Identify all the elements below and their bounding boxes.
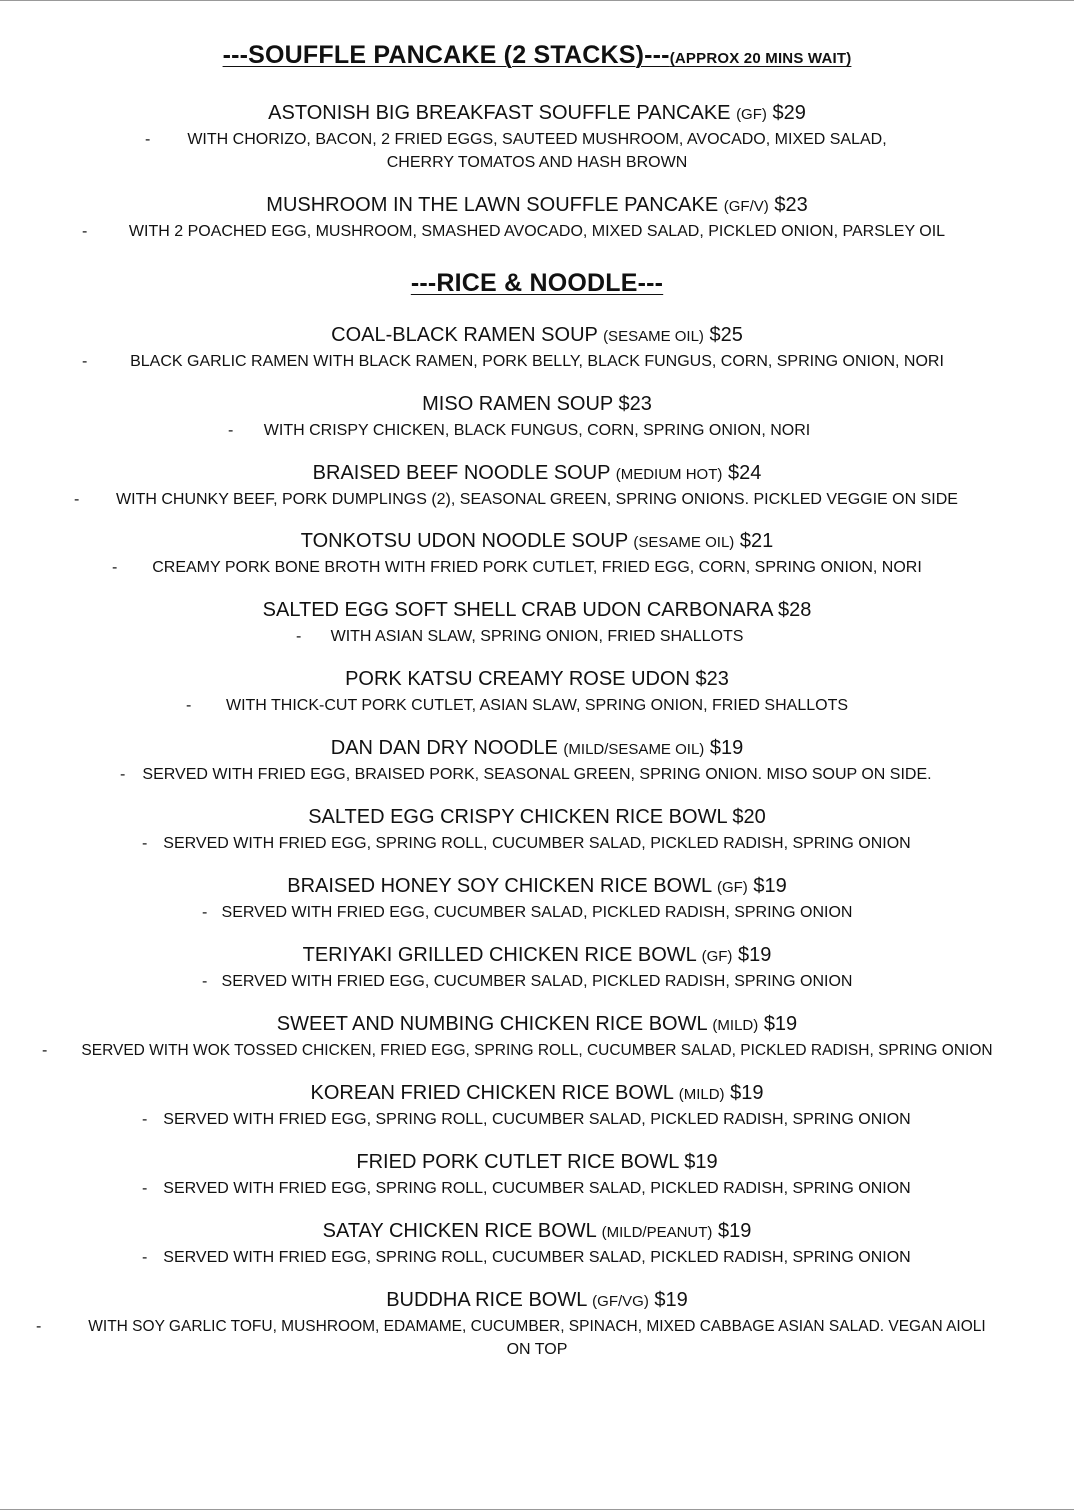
menu-item bbox=[0, 323, 1074, 373]
item-bullet: - bbox=[120, 766, 126, 783]
item-bullet: - bbox=[82, 223, 88, 240]
item-name: KOREAN FRIED CHICKEN RICE BOWL bbox=[310, 1082, 674, 1104]
item-title bbox=[0, 1150, 1074, 1176]
item-title bbox=[0, 874, 1074, 900]
item-title bbox=[0, 598, 1074, 624]
menu-item bbox=[0, 193, 1074, 243]
item-desc-text: SERVED WITH FRIED EGG, BRAISED PORK, SEASONAL GREEN, SPRING ONION. MISO SOUP ON SIDE. bbox=[142, 766, 932, 783]
item-bullet: - bbox=[296, 628, 302, 645]
item-tag: (MILD) bbox=[678, 1086, 725, 1103]
item-name: COAL-BLACK RAMEN SOUP bbox=[331, 324, 598, 346]
item-name: SATAY CHICKEN RICE BOWL bbox=[322, 1220, 597, 1242]
item-title bbox=[0, 461, 1074, 487]
item-desc-text: SERVED WITH FRIED EGG, SPRING ROLL, CUCUMBER SALAD, PICKLED RADISH, SPRING ONION bbox=[163, 1249, 911, 1266]
item-price: $19 bbox=[654, 1289, 688, 1311]
section-heading-souffle bbox=[0, 41, 1074, 70]
item-name: MISO RAMEN SOUP bbox=[422, 393, 613, 415]
section-title: ---RICE & NOODLE--- bbox=[410, 269, 664, 297]
menu-item bbox=[0, 1288, 1074, 1361]
item-tag: (GF) bbox=[736, 106, 767, 123]
menu-item bbox=[0, 1081, 1074, 1131]
section-note: (APPROX 20 MINS WAIT) bbox=[669, 50, 852, 67]
item-bullet: - bbox=[112, 559, 118, 576]
item-tag: (SESAME OIL) bbox=[633, 534, 735, 551]
item-title bbox=[0, 805, 1074, 831]
item-desc-text: BLACK GARLIC RAMEN WITH BLACK RAMEN, PORK BELLY, BLACK FUNGUS, CORN, SPRING ONION, NORI bbox=[130, 353, 944, 370]
item-name: PORK KATSU CREAMY ROSE UDON bbox=[345, 668, 690, 690]
item-price: $21 bbox=[739, 530, 774, 552]
item-bullet: - bbox=[145, 131, 151, 148]
item-price: $19 bbox=[709, 737, 744, 759]
item-tag: (MEDIUM HOT) bbox=[615, 466, 723, 483]
item-name: BRAISED BEEF NOODLE SOUP bbox=[312, 462, 611, 484]
item-desc-text: WITH 2 POACHED EGG, MUSHROOM, SMASHED AVOCADO, MIXED SALAD, PICKLED ONION, PARSLEY OIL bbox=[128, 223, 946, 240]
item-price: $19 bbox=[730, 1082, 764, 1104]
item-description bbox=[0, 220, 1074, 243]
item-name: TONKOTSU UDON NOODLE SOUP bbox=[300, 530, 628, 552]
section-heading-rice-noodle bbox=[0, 269, 1074, 298]
menu-item bbox=[0, 101, 1074, 174]
item-description-line2 bbox=[0, 151, 1074, 174]
item-price: $25 bbox=[709, 324, 743, 346]
item-title bbox=[0, 193, 1074, 219]
menu-item bbox=[0, 529, 1074, 579]
item-desc-text-2: CHERRY TOMATOS AND HASH BROWN bbox=[386, 154, 688, 171]
item-title bbox=[0, 101, 1074, 127]
item-desc-text: SERVED WITH FRIED EGG, CUCUMBER SALAD, PICKLED RADISH, SPRING ONION bbox=[221, 973, 853, 990]
menu-item bbox=[0, 392, 1074, 442]
item-desc-text: SERVED WITH FRIED EGG, SPRING ROLL, CUCUMBER SALAD, PICKLED RADISH, SPRING ONION bbox=[163, 835, 911, 852]
item-bullet: - bbox=[202, 904, 208, 921]
item-title bbox=[0, 1219, 1074, 1245]
item-desc-text: SERVED WITH FRIED EGG, SPRING ROLL, CUCUMBER SALAD, PICKLED RADISH, SPRING ONION bbox=[163, 1111, 911, 1128]
item-title bbox=[0, 943, 1074, 969]
item-name: DAN DAN DRY NOODLE bbox=[330, 737, 558, 759]
item-description bbox=[0, 1039, 1074, 1062]
item-price: $24 bbox=[727, 462, 762, 484]
item-price: $19 bbox=[753, 875, 787, 897]
item-tag: (GF) bbox=[701, 948, 733, 965]
menu-item bbox=[0, 1219, 1074, 1269]
item-description bbox=[0, 1315, 1074, 1338]
item-title bbox=[0, 529, 1074, 555]
item-title bbox=[0, 1288, 1074, 1314]
item-price: $20 bbox=[732, 806, 766, 828]
menu-item bbox=[0, 461, 1074, 511]
item-title bbox=[0, 392, 1074, 418]
item-desc-text-2: ON TOP bbox=[506, 1341, 568, 1358]
item-bullet: - bbox=[36, 1318, 42, 1335]
item-name: SALTED EGG SOFT SHELL CRAB UDON CARBONARA bbox=[262, 599, 773, 621]
item-title bbox=[0, 323, 1074, 349]
item-desc-text: WITH CRISPY CHICKEN, BLACK FUNGUS, CORN, SPRING ONION, NORI bbox=[263, 422, 811, 439]
item-description bbox=[0, 901, 1074, 924]
item-desc-text: WITH CHORIZO, BACON, 2 FRIED EGGS, SAUTEED MUSHROOM, AVOCADO, MIXED SALAD, bbox=[187, 131, 887, 148]
item-bullet: - bbox=[186, 697, 192, 714]
item-desc-text: WITH SOY GARLIC TOFU, MUSHROOM, EDAMAME, CUCUMBER, SPINACH, MIXED CABBAGE ASIAN SALAD. VEGAN AIOLI bbox=[88, 1318, 986, 1335]
item-price: $23 bbox=[695, 668, 729, 690]
menu-item bbox=[0, 805, 1074, 855]
item-description bbox=[0, 419, 1074, 442]
menu-item bbox=[0, 598, 1074, 648]
item-bullet: - bbox=[82, 353, 88, 370]
item-name: MUSHROOM IN THE LAWN SOUFFLE PANCAKE bbox=[266, 194, 719, 216]
item-name: FRIED PORK CUTLET RICE BOWL bbox=[356, 1151, 679, 1173]
menu-item bbox=[0, 667, 1074, 717]
menu-item bbox=[0, 943, 1074, 993]
item-name: ASTONISH BIG BREAKFAST SOUFFLE PANCAKE bbox=[268, 102, 731, 124]
item-tag: (MILD/PEANUT) bbox=[601, 1224, 713, 1241]
item-desc-text: SERVED WITH FRIED EGG, SPRING ROLL, CUCUMBER SALAD, PICKLED RADISH, SPRING ONION bbox=[163, 1180, 911, 1197]
item-description bbox=[0, 832, 1074, 855]
item-description bbox=[0, 970, 1074, 993]
item-name: SALTED EGG CRISPY CHICKEN RICE BOWL bbox=[308, 806, 727, 828]
item-price: $28 bbox=[777, 599, 812, 621]
menu-item bbox=[0, 736, 1074, 786]
item-tag: (GF) bbox=[716, 879, 748, 896]
item-description bbox=[0, 488, 1074, 511]
item-bullet: - bbox=[142, 1249, 148, 1266]
item-bullet: - bbox=[228, 422, 234, 439]
item-tag: (GF/V) bbox=[723, 198, 769, 215]
item-desc-text: SERVED WITH FRIED EGG, CUCUMBER SALAD, PICKLED RADISH, SPRING ONION bbox=[221, 904, 853, 921]
item-bullet: - bbox=[142, 1111, 148, 1128]
item-description bbox=[0, 694, 1074, 717]
item-bullet: - bbox=[42, 1042, 48, 1059]
item-description bbox=[0, 1177, 1074, 1200]
item-price: $19 bbox=[738, 944, 772, 966]
item-price: $23 bbox=[618, 393, 652, 415]
item-desc-text: CREAMY PORK BONE BROTH WITH FRIED PORK CUTLET, FRIED EGG, CORN, SPRING ONION, NORI bbox=[152, 559, 922, 576]
item-price: $19 bbox=[763, 1013, 798, 1035]
item-price: $19 bbox=[717, 1220, 752, 1242]
menu-item bbox=[0, 1012, 1074, 1062]
item-desc-text: SERVED WITH WOK TOSSED CHICKEN, FRIED EGG, SPRING ROLL, CUCUMBER SALAD, PICKLED RADISH, SPRING ONION bbox=[81, 1042, 993, 1059]
item-description bbox=[0, 556, 1074, 579]
item-description bbox=[0, 128, 1074, 151]
item-name: BRAISED HONEY SOY CHICKEN RICE BOWL bbox=[287, 875, 712, 897]
item-tag: (MILD) bbox=[712, 1017, 759, 1034]
item-bullet: - bbox=[142, 835, 148, 852]
item-description-line2 bbox=[0, 1338, 1074, 1361]
item-desc-text: WITH THICK-CUT PORK CUTLET, ASIAN SLAW, SPRING ONION, FRIED SHALLOTS bbox=[225, 697, 849, 714]
item-price: $29 bbox=[772, 102, 806, 124]
item-title bbox=[0, 736, 1074, 762]
item-title bbox=[0, 667, 1074, 693]
item-bullet: - bbox=[74, 491, 80, 508]
item-title bbox=[0, 1012, 1074, 1038]
item-name: SWEET AND NUMBING CHICKEN RICE BOWL bbox=[276, 1013, 707, 1035]
item-name: TERIYAKI GRILLED CHICKEN RICE BOWL bbox=[302, 944, 697, 966]
item-price: $19 bbox=[684, 1151, 718, 1173]
item-desc-text: WITH CHUNKY BEEF, PORK DUMPLINGS (2), SEASONAL GREEN, SPRING ONIONS. PICKLED VEGGIE ON SIDE bbox=[116, 491, 958, 508]
section-title: ---SOUFFLE PANCAKE (2 STACKS)--- bbox=[222, 41, 670, 69]
item-description bbox=[0, 625, 1074, 648]
item-bullet: - bbox=[142, 1180, 148, 1197]
item-description bbox=[0, 763, 1074, 786]
item-desc-text: WITH ASIAN SLAW, SPRING ONION, FRIED SHALLOTS bbox=[330, 628, 744, 645]
item-tag: (SESAME OIL) bbox=[603, 328, 704, 345]
item-tag: (MILD/SESAME OIL) bbox=[563, 741, 705, 758]
item-description bbox=[0, 1108, 1074, 1131]
item-title bbox=[0, 1081, 1074, 1107]
item-price: $23 bbox=[774, 194, 808, 216]
menu-item bbox=[0, 874, 1074, 924]
menu-item bbox=[0, 1150, 1074, 1200]
item-name: BUDDHA RICE BOWL bbox=[386, 1289, 587, 1311]
item-bullet: - bbox=[202, 973, 208, 990]
item-tag: (GF/VG) bbox=[592, 1293, 649, 1310]
item-description bbox=[0, 1246, 1074, 1269]
item-description bbox=[0, 350, 1074, 373]
